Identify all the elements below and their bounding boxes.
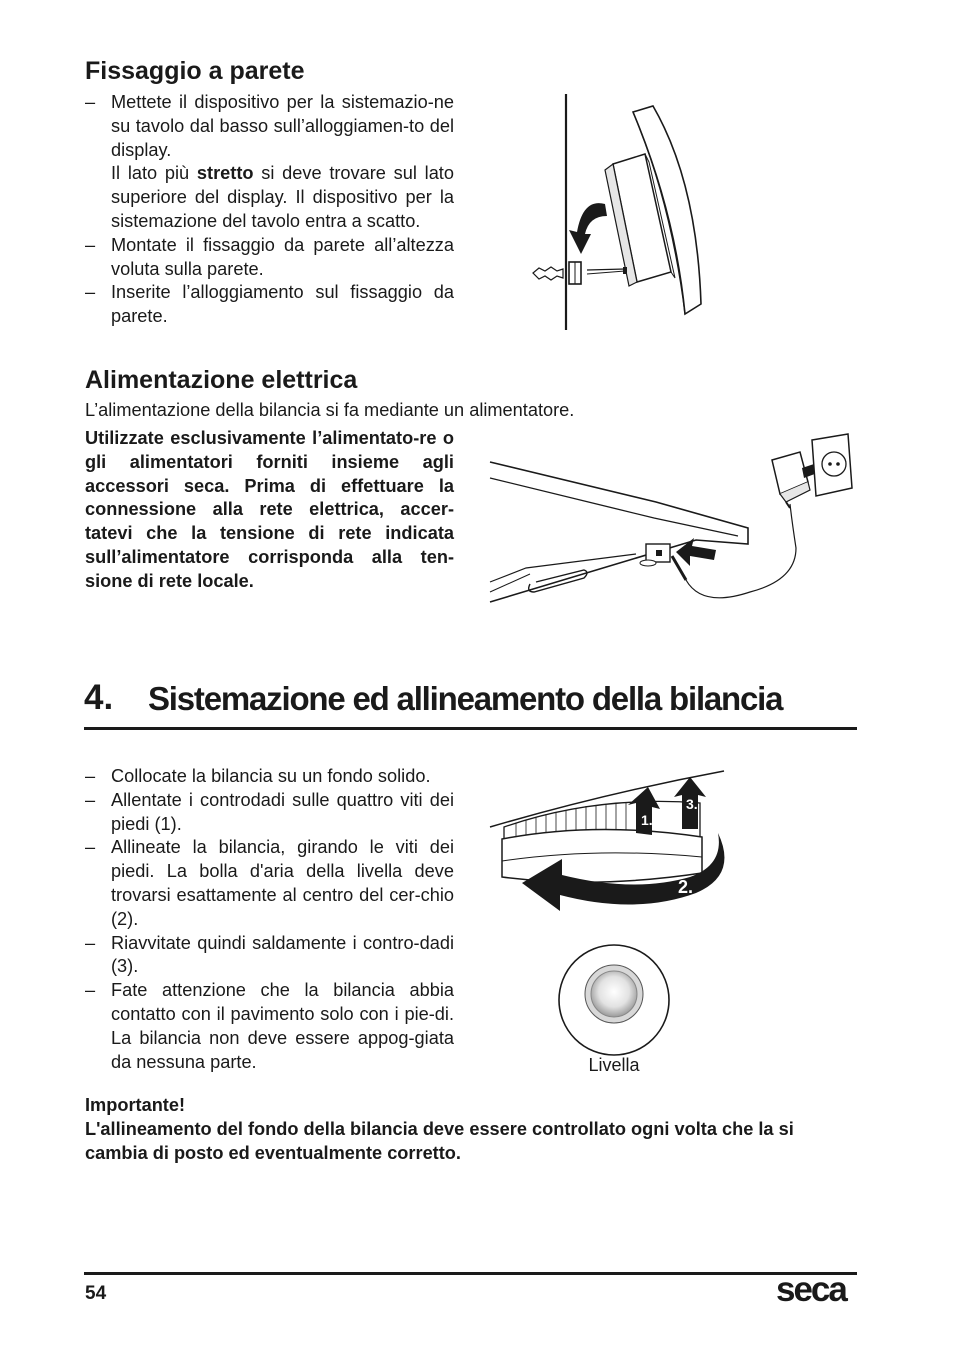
wall-mount-step-1: Mettete il dispositivo per la sistemazio-ne su tavolo dal basso sull’alloggiamen-to del display.	[111, 92, 454, 160]
page-number: 54	[85, 1283, 107, 1304]
step-label-1: 1.	[641, 812, 653, 828]
power-intro: L’alimentazione della bilancia si fa mediante un alimentatore.	[85, 400, 575, 420]
wall-mount-heading: Fissaggio a parete	[85, 57, 305, 85]
emphasis-narrow: stretto	[196, 163, 254, 184]
chapter-title: Sistemazione ed allineamento della bilancia	[148, 680, 783, 717]
list-item: – Riavvitate quindi saldamente i contro-dadi (3).	[85, 932, 454, 980]
power-supply-illustration	[486, 432, 862, 608]
list-item: – Montate il fissaggio da parete all’altezza voluta sulla parete.	[85, 234, 454, 282]
footer-rule	[84, 1272, 857, 1275]
step-label-2: 2.	[678, 877, 694, 897]
power-heading: Alimentazione elettrica	[85, 366, 358, 394]
chapter-rule	[84, 727, 857, 730]
list-item: – Allentate i controdadi sulle quattro viti dei piedi (1).	[85, 789, 454, 837]
important-text: L'allineamento del fondo della bilancia deve essere controllato ogni volta che la si cambia di posto ed eventualmente corretto.	[85, 1119, 794, 1163]
bubble-level-illustration	[556, 942, 672, 1058]
level-caption: Livella	[588, 1055, 640, 1075]
wall-mount-list	[85, 91, 454, 329]
foot-adjustment-illustration	[486, 765, 738, 925]
list-item: – Allineate la bilancia, girando le viti dei piedi. La bolla d'aria della livella deve trovarsi esattamente al centro del cer-chio (2).	[85, 836, 454, 931]
chapter-number: 4.	[84, 678, 114, 717]
wall-mount-step-1-note: Il lato più stretto si deve trovare sul lato superiore del display. Il dispositivo per la sistemazione del tavolo entra a scatto.	[111, 163, 454, 231]
list-item: – Fate attenzione che la bilancia abbia contatto con il pavimento solo con i pie-di. La bilancia non deve essere appog-giata da nessuna parte.	[85, 979, 454, 1074]
important-label: Importante!	[85, 1095, 186, 1115]
setup-list	[85, 765, 454, 1074]
list-item	[85, 91, 454, 234]
step-label-3: 3.	[686, 796, 698, 812]
list-item: – Inserite l’alloggiamento sul fissaggio da parete.	[85, 281, 454, 329]
seca-logo: seca	[776, 1270, 846, 1309]
wall-mount-illustration	[525, 92, 725, 334]
power-warning: Utilizzate esclusivamente l’alimentato-re o gli alimentatori forniti insieme agli accessori seca. Prima di effettuare la connessione alla rete elettrica, accer-tatevi che la tensione di rete indicata sull’alimentatore corrisponda alla ten-sione di rete locale.	[85, 428, 454, 591]
list-item: – Collocate la bilancia su un fondo solido.	[85, 765, 454, 789]
